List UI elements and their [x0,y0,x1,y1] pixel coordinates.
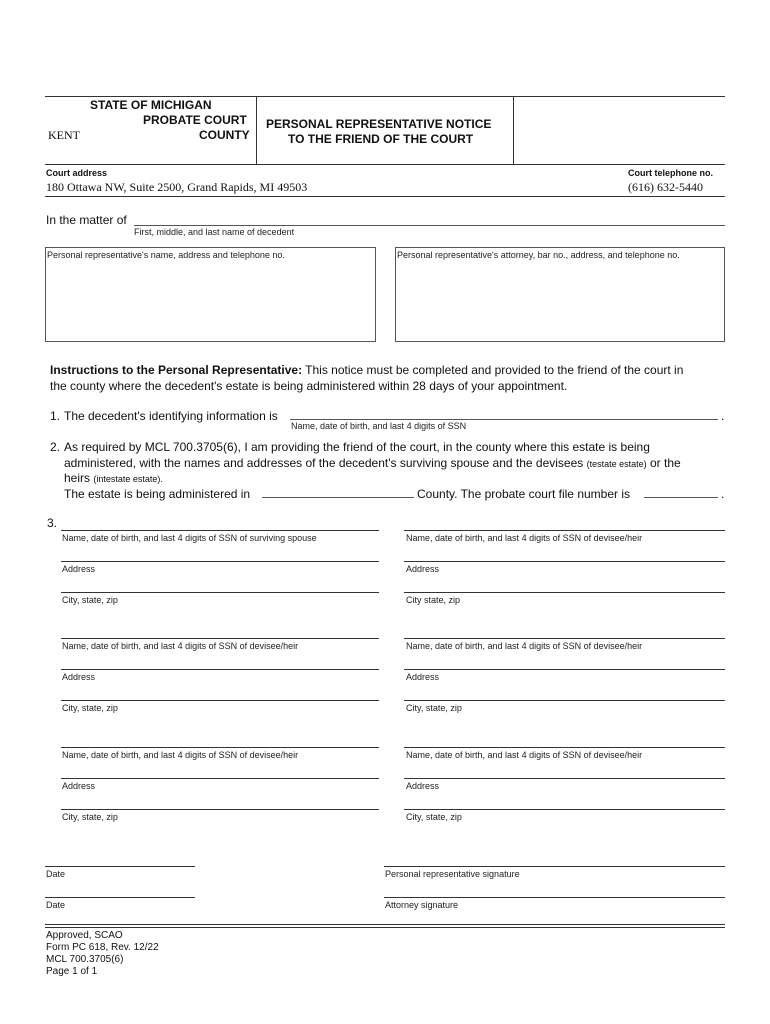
item2-line2c: or the [646,456,681,470]
date2-label: Date [46,900,66,910]
block2-left-line1[interactable] [61,638,379,639]
footer-line3: MCL 700.3705(6) [46,954,124,965]
county-input-line[interactable] [262,497,414,498]
block2-right-line3[interactable] [404,700,725,701]
block2-right-label2: Address [406,672,440,682]
block3-left-label3: City, state, zip [62,812,118,822]
block2-left-label1: Name, date of birth, and last 4 digits of SSN of devisee/heir [62,641,299,651]
footer [46,930,159,978]
file-number-line[interactable] [644,497,718,498]
item1-number: 1. [50,409,61,423]
header-divider-1 [256,96,257,164]
block3-left-label2: Address [62,781,96,791]
header-bottom-rule [45,164,725,165]
item2-line4c: . [721,487,725,501]
block2-left-line3[interactable] [61,700,379,701]
form-title-line1: PERSONAL REPRESENTATIVE NOTICE [266,117,492,131]
block1-right-label2: Address [406,564,440,574]
instructions-heading: Instructions to the Personal Representative: [50,363,303,377]
block1-right-label3: City state, zip [406,595,461,605]
attorney-box-label: Personal representative's attorney, bar no., address, and telephone no. [397,250,680,260]
decedent-info-label: Name, date of birth, and last 4 digits of SSN [291,421,467,431]
instructions-text-2: the county where the decedent's estate is being administered within 28 days of your appointment. [50,379,568,393]
pr-signature-label: Personal representative signature [385,869,520,879]
block1-left-label3: City, state, zip [62,595,118,605]
block3-right-label2: Address [406,781,440,791]
block1-left-label1: Name, date of birth, and last 4 digits of SSN of surviving spouse [62,533,317,543]
matter-label: In the matter of [46,213,127,227]
block2-left-label3: City, state, zip [62,703,118,713]
date1-line[interactable] [45,866,195,867]
block3-right-line1[interactable] [404,747,725,748]
block3-left-line1[interactable] [61,747,379,748]
block3-left-label1: Name, date of birth, and last 4 digits of SSN of devisee/heir [62,750,299,760]
header-top-rule [45,96,725,97]
footer-rule-bottom [45,927,725,928]
block1-right-line2[interactable] [404,561,725,562]
state-title: STATE OF MICHIGAN [90,98,212,112]
block3-right-label1: Name, date of birth, and last 4 digits of SSN of devisee/heir [406,750,643,760]
block3-right-label3: City, state, zip [406,812,462,822]
pr-signature-line[interactable] [384,866,725,867]
header-divider-2 [513,96,514,164]
item2-line3a: heirs [64,471,91,485]
court-address-label: Court address [46,168,108,178]
county-label: COUNTY [199,128,250,142]
footer-line4: Page 1 of 1 [46,966,98,977]
block2-right-label1: Name, date of birth, and last 4 digits of SSN of devisee/heir [406,641,643,651]
footer-rule-top [45,924,725,925]
block3-right-line2[interactable] [404,778,725,779]
court-phone-label: Court telephone no. [628,168,713,178]
block1-left-label2: Address [62,564,96,574]
court-address-value: 180 Ottawa NW, Suite 2500, Grand Rapids, MI 49503 [46,180,308,194]
block3-left-line3[interactable] [61,809,379,810]
item2-line4b: County. The probate court file number is [417,487,630,501]
item1-text: The decedent's identifying information is [64,409,278,423]
attorney-signature-line[interactable] [384,897,725,898]
item2-line2b: (testate estate) [586,459,647,469]
court-phone-value: (616) 632-5440 [628,180,703,194]
block2-right-line1[interactable] [404,638,725,639]
item3-number: 3. [47,516,58,530]
date1-label: Date [46,869,66,879]
footer-line1: Approved, SCAO [46,930,123,941]
block2-right-line2[interactable] [404,669,725,670]
block1-left-line2[interactable] [61,561,379,562]
decedent-info-line[interactable] [290,419,718,420]
form-title-line2: TO THE FRIEND OF THE COURT [288,132,474,146]
instructions [50,362,730,394]
court-info-rule [45,196,725,197]
block1-right-line1[interactable] [404,530,725,531]
attorney-signature-label: Attorney signature [385,900,459,910]
item2-line3b: (intestate estate). [93,474,163,484]
block1-left-line1[interactable] [61,530,379,531]
block1-left-line3[interactable] [61,592,379,593]
date2-line[interactable] [45,897,195,898]
block1-right-label1: Name, date of birth, and last 4 digits of SSN of devisee/heir [406,533,643,543]
item1-end: . [721,409,725,423]
block2-right-label3: City, state, zip [406,703,462,713]
court-title: PROBATE COURT [143,113,247,127]
block3-right-line3[interactable] [404,809,725,810]
block2-left-label2: Address [62,672,96,682]
item2-line4a: The estate is being administered in [64,487,251,501]
decedent-name-label: First, middle, and last name of decedent [134,227,295,237]
item2-line3 [64,470,163,487]
personal-representative-box[interactable] [45,247,376,342]
pr-box-label: Personal representative's name, address and telephone no. [47,250,285,260]
item2-line2a: administered, with the names and addresses of the decedent's surviving spouse and the devisees [64,456,584,470]
attorney-box[interactable] [395,247,725,342]
instructions-text-1: This notice must be completed and provided to the friend of the court in [302,363,684,377]
footer-line2: Form PC 618, Rev. 12/22 [46,942,159,953]
county-value: KENT [48,128,80,142]
block3-left-line2[interactable] [61,778,379,779]
block2-left-line2[interactable] [61,669,379,670]
item2-number: 2. [50,440,61,454]
item2-line1: As required by MCL 700.3705(6), I am providing the friend of the court, in the county where this estate is being [64,440,650,454]
decedent-name-line[interactable] [134,225,725,226]
block1-right-line3[interactable] [404,592,725,593]
